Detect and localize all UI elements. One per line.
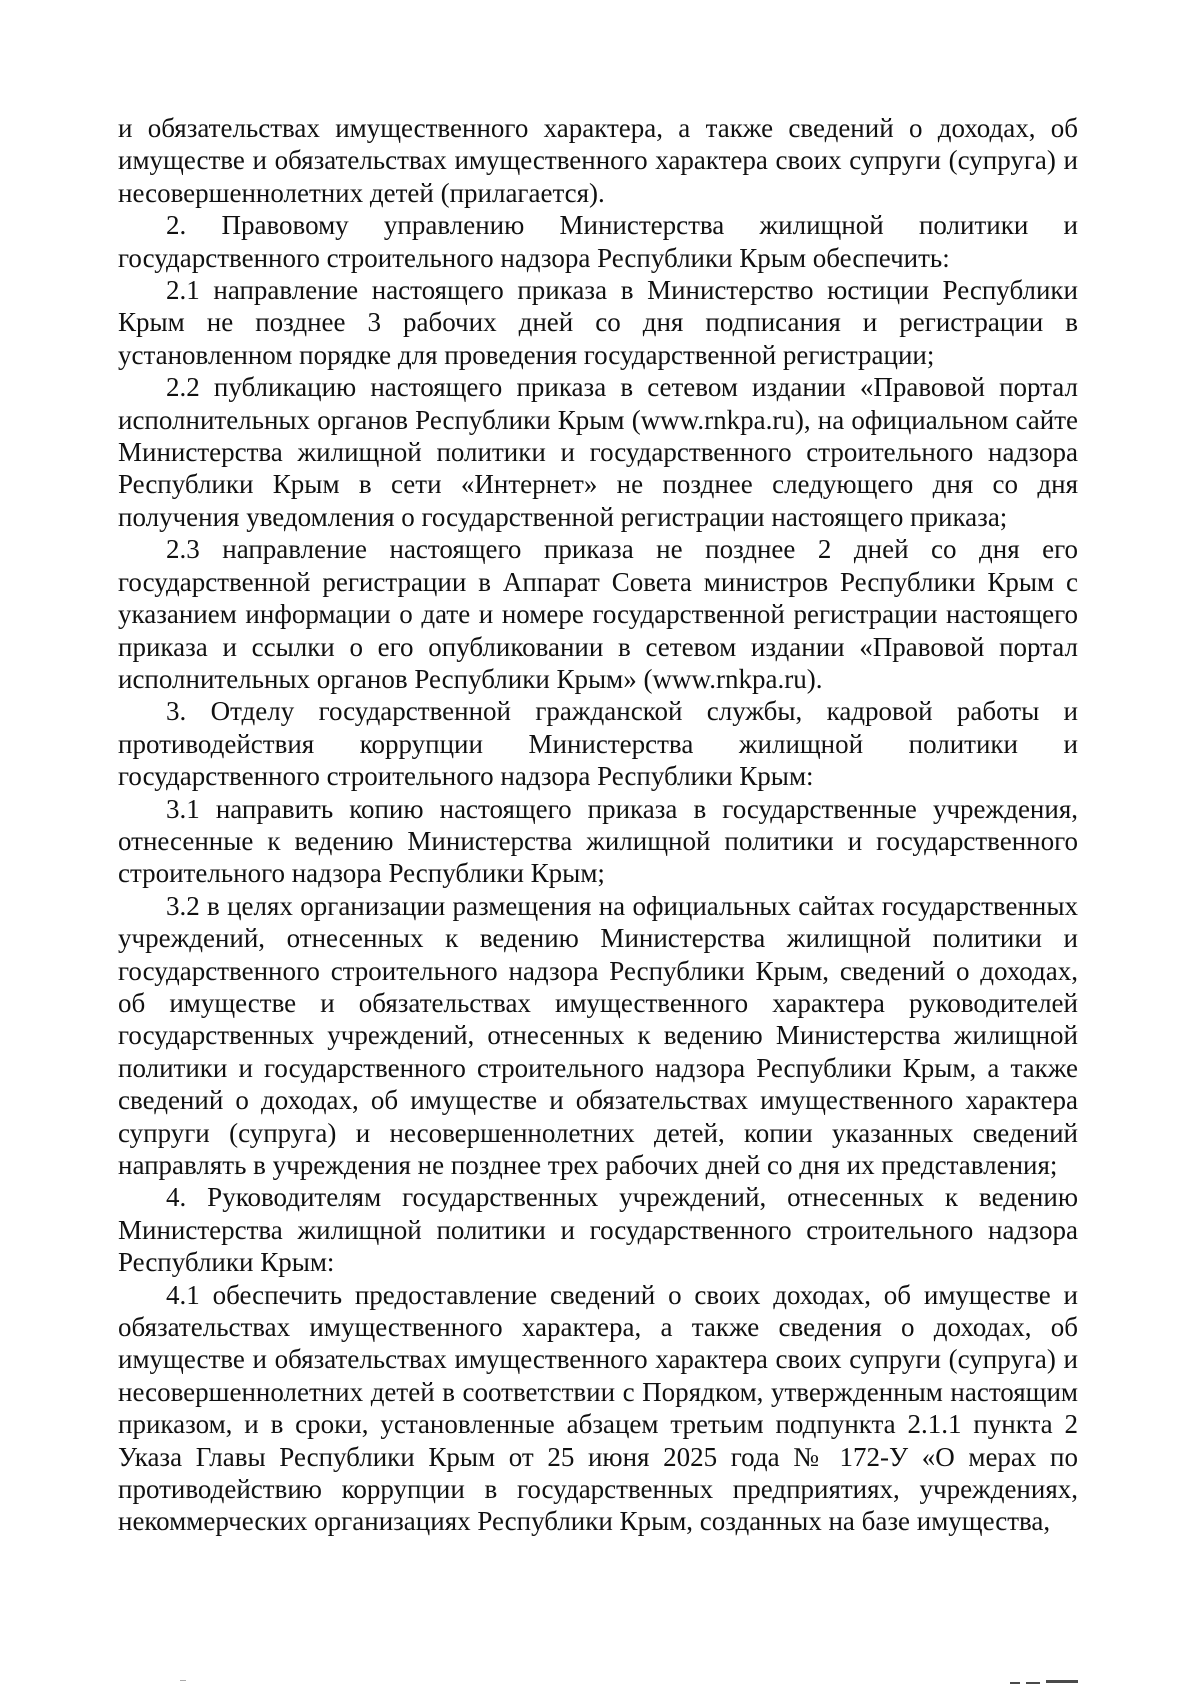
scan-artifact-left — [180, 1680, 186, 1681]
paragraph-item-4-1: 4.1 обеспечить предоставление сведений о своих доходах, об имуществе и обязательствах имущественного характера, а также сведения о доходах, об имуществе и обязательствах имущественного характера своих супруги (супруга) и несовершеннолетних детей в соответствии с Порядком, утвержденным настоящим приказом, и в сроки, установленные абзацем третьим подпункта 2.1.1 пункта 2 Указа Главы Республики Крым от 25 июня 2025 года № 172-У «О мерах по противодействию коррупции в государственных предприятиях, учреждениях, некоммерческих организациях Республики Крым, созданных на базе имущества, — [118, 1279, 1078, 1537]
document-body — [118, 112, 1078, 1538]
scan-artifact-right-c — [1046, 1680, 1078, 1683]
scan-artifact-right-a — [1010, 1682, 1020, 1684]
paragraph-continuation: и обязательствах имущественного характера, а также сведений о доходах, об имуществе и обязательствах имущественного характера своих супруги (супруга) и несовершеннолетних детей (прилагается). — [118, 113, 1078, 208]
paragraph-item-2-1: 2.1 направление настоящего приказа в Министерство юстиции Республики Крым не позднее 3 рабочих дней со дня подписания и регистрации в установленном порядке для проведения государственной регистрации; — [118, 275, 1078, 370]
paragraph-item-3-1: 3.1 направить копию настоящего приказа в государственные учреждения, отнесенные к ведению Министерства жилищной политики и государственного строительного надзора Республики Крым; — [118, 793, 1078, 889]
paragraph-item-2: 2. Правовому управлению Министерства жилищной политики и государственного строительного надзора Республики Крым обеспечить: — [118, 210, 1078, 273]
paragraph-item-3-2: 3.2 в целях организации размещения на официальных сайтах государственных учреждений, отнесенных к ведению Министерства жилищной политики и государственного строительного надзора Республики Крым, сведений о доходах, об имуществе и обязательствах имущественного характера руководителей государственных учреждений, отнесенных к ведению Министерства жилищной политики и государственного строительного надзора Республики Крым, а также сведений о доходах, об имуществе и обязательствах имущественного характера супруги (супруга) и несовершеннолетних детей, копии указанных сведений направлять в учреждения не позднее трех рабочих дней со дня их представления; — [118, 890, 1078, 1180]
paragraph-item-3: 3. Отделу государственной гражданской службы, кадровой работы и противодействия коррупции Министерства жилищной политики и государственного строительного надзора Республики Крым: — [118, 696, 1078, 792]
scan-artifact-right-b — [1026, 1682, 1040, 1684]
paragraph-item-2-2: 2.2 публикацию настоящего приказа в сетевом издании «Правовой портал исполнительных органов Республики Крым (www.rnkpa.ru), на официальном сайте Министерства жилищной политики и государственного строительного надзора Республики Крым в сети «Интернет» не позднее следующего дня со дня получения уведомления о государственной регистрации настоящего приказа; — [118, 372, 1078, 532]
paragraph-item-4: 4. Руководителям государственных учреждений, отнесенных к ведению Министерства жилищной политики и государственного строительного надзора Республики Крым: — [118, 1182, 1078, 1278]
paragraph-item-2-3: 2.3 направление настоящего приказа не позднее 2 дней со дня его государственной регистрации в Аппарат Совета министров Республики Крым с указанием информации о дате и номере государственной регистрации настоящего приказа и ссылки о его опубликовании в сетевом издании «Правовой портал исполнительных органов Республики Крым» (www.rnkpa.ru). — [118, 534, 1078, 694]
